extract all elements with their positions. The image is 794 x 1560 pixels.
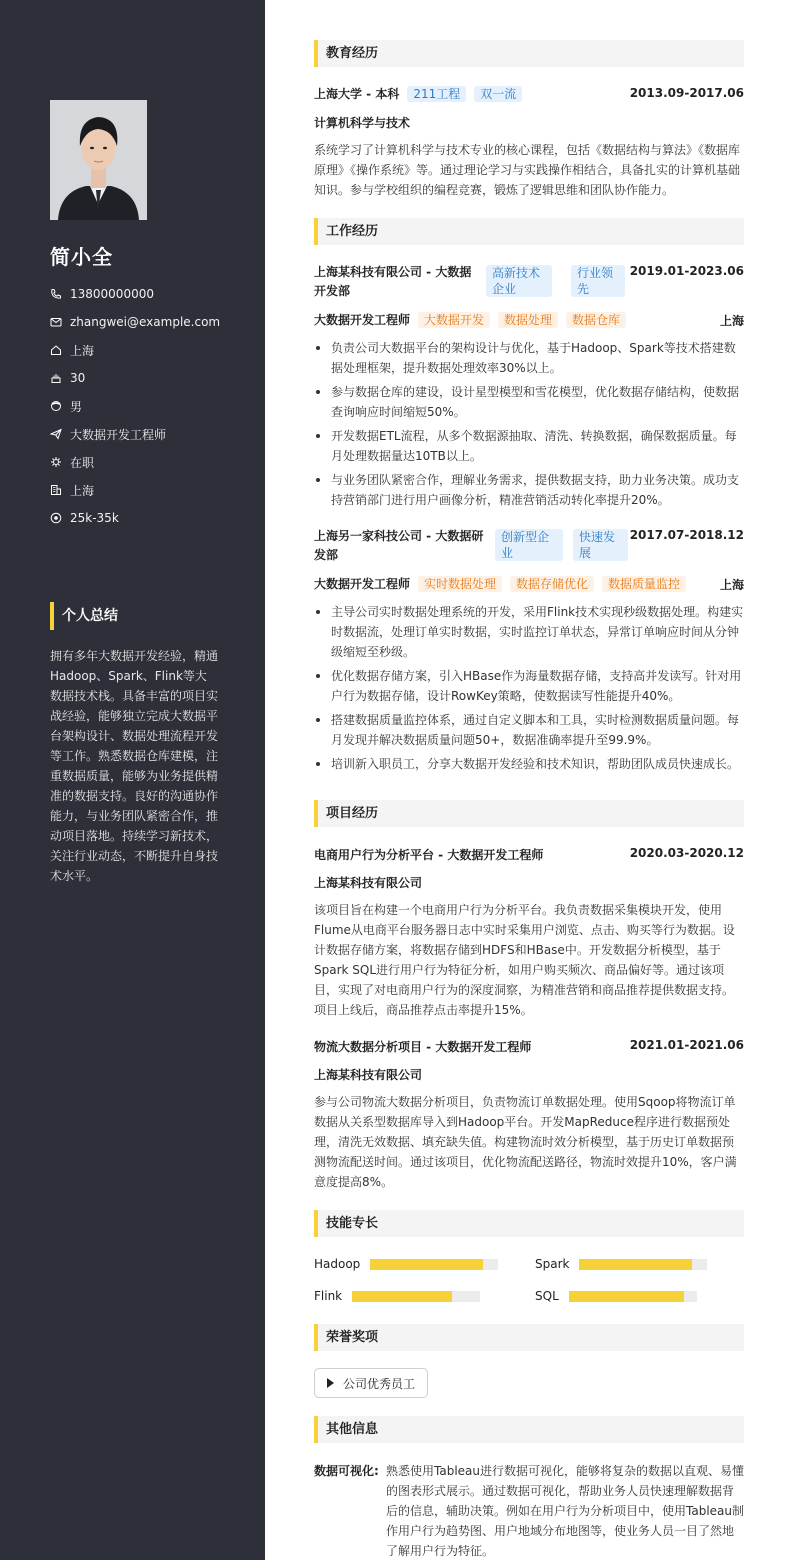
city-text: 上海 [70,483,95,498]
skill-bar [579,1259,707,1270]
send-icon [50,428,62,440]
job-role-row [314,575,686,592]
summary-heading: 个人总结 [50,602,118,630]
position-text: 大数据开发工程师 [70,427,167,442]
skill-flink [314,1289,480,1303]
education-description: 系统学习了计算机科学与技术专业的核心课程，包括《数据结构与算法》《数据库原理》《操作系统》等。通过理论学习与实践操作相结合，具备扎实的计算机基础知识。参与学校组织的编程竞赛，锻炼了逻辑思维和团队协作能力。 [314,143,741,197]
salary-text: 25k-35k [70,511,119,525]
job-role-row [314,311,626,328]
job-bullet: 与业务团队紧密合作，理解业务需求，提供数据支持，助力业务决策。成功支持营销部门进行用户画像分析，精准营销活动转化率提升20%。 [314,470,744,510]
role-tag: 实时数据处理 [418,576,502,592]
role-tag: 数据存储优化 [510,576,594,592]
job-date: 2017.07-2018.12 [629,528,744,542]
role-tag: 数据质量监控 [602,576,686,592]
phone-row [50,280,220,308]
other-label: 数据可视化: [314,1464,379,1478]
skill-bar-fill [352,1291,452,1302]
skill-bar [569,1291,697,1302]
role-tag: 大数据开发 [418,312,490,328]
cake-icon [50,372,62,384]
project-company: 上海某科技有限公司 [314,876,423,890]
job-company: 上海某科技有限公司 - 大数据开发部 [314,265,472,298]
skill-bar-fill [370,1259,483,1270]
job-bullet: 开发数据ETL流程，从多个数据源抽取、清洗、转换数据，确保数据质量。每月处理数据量达10TB以上。 [314,426,744,466]
skill-bar-fill [569,1291,684,1302]
skill-name: Flink [314,1289,343,1303]
skill-name: Spark [535,1257,570,1271]
mail-icon [50,316,62,328]
phone-text[interactable]: 13800000000 [70,287,154,301]
age-row [50,364,220,392]
job-role: 大数据开发工程师 [314,577,411,591]
school-name: 上海大学 - 本科 [314,87,400,101]
job-bullet: 参与数据仓库的建设，设计星型模型和雪花模型，优化数据存储结构，使数据查询响应时间缩短50%。 [314,382,744,422]
company-tag: 行业领先 [571,265,625,297]
status-row [50,448,220,476]
gender-text: 男 [70,399,83,414]
salary-row [50,504,220,532]
education-heading: 教育经历 [314,40,744,67]
skill-bar [352,1291,480,1302]
company-tag: 快速发展 [573,529,628,561]
city-row [50,476,220,504]
job-bullet: 主导公司实时数据处理系统的开发，采用Flink技术实现秒级数据处理。构建实时数据流，处理订单实时数据，实时监控订单状态，异常订单响应时间从分钟级缩短至秒级。 [314,602,744,662]
location-row [50,336,220,364]
school-tag: 211工程 [407,86,466,102]
project-description: 参与公司物流大数据分析项目，负责物流订单数据处理。使用Sqoop将物流订单数据从关系型数据库导入到Hadoop平台。开发MapReduce程序进行数据预处理，清洗无效数据、填充缺失值。构建物流时效分析模型，基于历史订单数据预测物流配送时间。通过该项目，优化物流配送路径，物流时效提升10%，客户满意度提高8%。 [314,1095,737,1189]
project-company: 上海某科技有限公司 [314,1068,423,1082]
job-bullets [314,338,744,514]
age-text: 30 [70,371,86,385]
money-icon [50,512,62,524]
phone-icon [50,288,62,300]
status-text: 在职 [70,455,95,470]
skill-bar [370,1259,498,1270]
contact-info [50,280,220,532]
company-tag: 创新型企业 [495,529,563,561]
work-heading: 工作经历 [314,218,744,245]
role-tag: 数据仓库 [566,312,626,328]
awards-heading: 荣誉奖项 [314,1324,744,1351]
skills-heading: 技能专长 [314,1210,744,1237]
position-row [50,420,220,448]
project-name: 电商用户行为分析平台 - 大数据开发工程师 [314,848,544,862]
award-item[interactable] [314,1368,428,1398]
job-bullet: 培训新入职员工，分享大数据开发经验和技术知识，帮助团队成员快速成长。 [314,754,744,774]
other-text: 熟悉使用Tableau进行数据可视化，能够将复杂的数据以直观、易懂的图表形式展示。通过数据可视化，帮助业务人员快速理解数据背后的信息，辅助决策。例如在用户行为分析项目中，使用Tableau制作用户行为趋势图、用户地域分布地图等，使业务人员一目了然地了解用户行为特征。 [386,1464,744,1558]
company-tag: 高新技术企业 [486,265,552,297]
gender-row [50,392,220,420]
job-bullet: 优化数据存储方案，引入HBase作为海量数据存储，支持高并发读写。针对用户行为数据存储，设计RowKey策略，使数据读写性能提升40%。 [314,666,744,706]
education-major: 计算机科学与技术 [314,116,411,130]
location-text: 上海 [70,343,95,358]
home-icon [50,344,62,356]
avatar-photo [50,100,147,220]
play-triangle-icon [327,1378,334,1388]
job-company: 上海另一家科技公司 - 大数据研发部 [314,529,484,562]
school-tag: 双一流 [474,86,522,102]
project-description: 该项目旨在构建一个电商用户行为分析平台。我负责数据采集模块开发，使用Flume从电商平台服务器日志中实时采集用户浏览、点击、购买等行为数据。设计数据存储方案，将数据存储到HDFS和HBase中。开发数据分析模型，基于Spark SQL进行用户行为特征分析，如用户购买频次、商品偏好等。通过该项目，实现了对电商用户行为的深度洞察，为精准营销和商品推荐提供数据支持。项目上线后，商品推荐点击率提升15%。 [314,903,735,1017]
role-tag: 数据处理 [498,312,558,328]
skill-name: Hadoop [314,1257,361,1271]
project-date: 2021.01-2021.06 [629,1038,744,1052]
skill-name: SQL [535,1289,559,1303]
skill-sql [535,1289,697,1303]
job-city: 上海 [719,578,744,592]
education-date: 2013.09-2017.06 [629,86,744,100]
project-date: 2020.03-2020.12 [629,846,744,860]
job-city: 上海 [719,314,744,328]
job-role: 大数据开发工程师 [314,313,411,327]
building-icon [50,484,62,496]
other-heading: 其他信息 [314,1416,744,1443]
summary-text: 拥有多年大数据开发经验，精通Hadoop、Spark、Flink等大数据技术栈。具备丰富的项目实战经验，能够独立完成大数据平台架构设计、数据处理流程开发等工作。熟悉数据仓库建模，注重数据质量，能够为业务提供精准的数据支持。良好的沟通协作能力，与业务团队紧密合作，推动项目落地。持续学习新技术，关注行业动态，不断提升自身技术水平。 [50,649,219,883]
candidate-name: 简小全 [50,245,113,269]
job-bullet: 负责公司大数据平台的架构设计与优化，基于Hadoop、Spark等技术搭建数据处理框架，提升数据处理效率30%以上。 [314,338,744,378]
skill-bar-fill [579,1259,692,1270]
skill-spark [535,1257,707,1271]
award-label: 公司优秀员工 [343,1376,416,1391]
gender-icon [50,400,62,412]
skill-hadoop [314,1257,498,1271]
projects-heading: 项目经历 [314,800,744,827]
email-row [50,308,220,336]
status-icon [50,456,62,468]
education-school-row [314,85,522,102]
job-date: 2019.01-2023.06 [629,264,744,278]
sidebar [0,0,265,1560]
job-bullets [314,602,744,778]
job-bullet: 搭建数据质量监控体系，通过自定义脚本和工具，实时检测数据质量问题。每月发现并解决数据质量问题50+，数据准确率提升至99.9%。 [314,710,744,750]
project-name: 物流大数据分析项目 - 大数据开发工程师 [314,1040,532,1054]
email-text[interactable]: zhangwei@example.com [70,315,221,329]
